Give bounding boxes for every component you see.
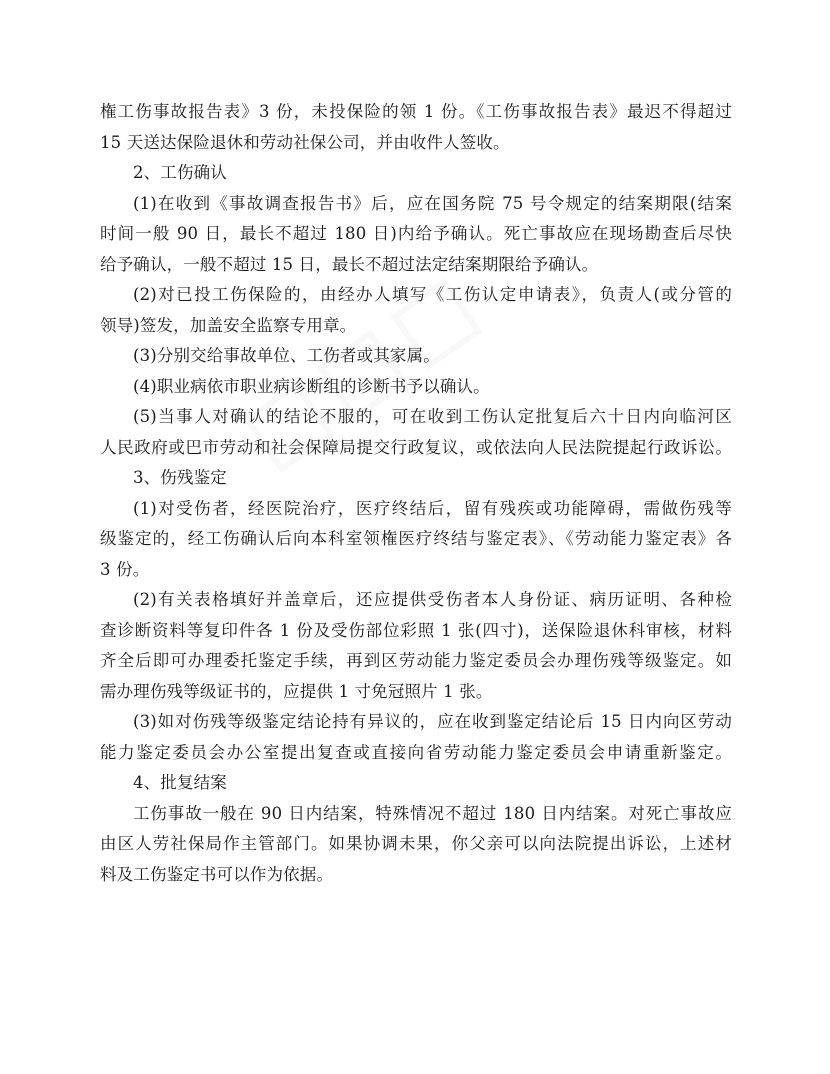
section-heading xyxy=(100,158,732,189)
paragraph xyxy=(100,799,732,891)
text-line: 3 份。 xyxy=(100,559,150,579)
text-line: (1)对受伤者，经医院治疗，医疗终结后，留有残疾或功能障碍，需做伤残等 xyxy=(133,498,732,518)
paragraph xyxy=(100,585,732,707)
paragraph xyxy=(100,707,732,768)
heading-text: 4、批复结案 xyxy=(133,773,227,792)
text-line: 查诊断资料等复印件各 1 份及受伤部位彩照 1 张(四寸)，送保险退休科审核，材料 xyxy=(100,620,732,640)
paragraph xyxy=(100,372,732,403)
text-line: 时间一般 90 日，最长不超过 180 日)内给予确认。死亡事故应在现场勘查后尽快 xyxy=(100,224,732,243)
text-line: 15 天送达保险退休和劳动社保公司，并由收件人签收。 xyxy=(100,132,510,152)
text-line: 料及工伤鉴定书可以作为依据。 xyxy=(100,864,334,884)
text-line: 给予确认，一般不超过 15 日，最长不超过法定结案期限给予确认。 xyxy=(100,254,599,274)
text-line: 由区人劳社保局作主管部门。如果协调未果，你父亲可以向法院提出诉讼，上述材 xyxy=(100,834,732,853)
text-line: (3)分别交给事故单位、工伤者或其家属。 xyxy=(133,346,440,365)
text-line: (3)如对伤残等级鉴定结论持有异议的，应在收到鉴定结论后 15 日内向区劳动 xyxy=(133,712,732,731)
text-line: (2)有关表格填好并盖章后，还应提供受伤者本人身份证、病历证明、各种检 xyxy=(133,590,732,609)
paragraph xyxy=(100,341,732,372)
paragraph xyxy=(100,189,732,281)
paragraph xyxy=(100,97,732,158)
text-line: (1)在收到《事故调查报告书》后，应在国务院 75 号令规定的结案期限(结案 xyxy=(133,193,732,213)
heading-text: 2、工伤确认 xyxy=(133,163,227,182)
text-line: 権工伤事故报告表》3 份，未投保险的领 1 份。《工伤事故报告表》最迟不得超过 xyxy=(100,102,732,121)
text-line: 级鉴定的，经工伤确认后向本科室领権医疗终结与鉴定表》、《劳动能力鉴定表》各 xyxy=(100,529,732,548)
text-line: 人民政府或巴市劳动和社会保障局提交行政复议，或依法向人民法院提起行政诉讼。 xyxy=(100,437,732,457)
paragraph xyxy=(100,494,732,586)
paragraph xyxy=(100,402,732,463)
section-heading xyxy=(100,768,732,799)
text-line: 领导)签发，加盖安全监察专用章。 xyxy=(100,315,357,335)
text-line: 需办理伤残等级证书的，应提供 1 寸免冠照片 1 张。 xyxy=(100,681,493,701)
paragraph xyxy=(100,280,732,341)
heading-text: 3、伤残鉴定 xyxy=(133,468,227,487)
text-line: (5)当事人对确认的结论不服的，可在收到工伤认定批复后六十日内向临河区 xyxy=(133,407,732,426)
text-line: 工伤事故一般在 90 日内结案，特殊情况不超过 180 日内结案。对死亡事故应 xyxy=(133,803,732,823)
section-heading xyxy=(100,463,732,494)
text-line: 齐全后即可办理委托鉴定手续，再到区劳动能力鉴定委员会办理伤残等级鉴定。如 xyxy=(100,651,732,670)
document-body xyxy=(100,97,732,890)
text-line: (2)对已投工伤保险的，由经办人填写《工伤认定申请表》，负责人(或分管的 xyxy=(133,285,732,304)
text-line: 能力鉴定委员会办公室提出复查或直接向省劳动能力鉴定委员会申请重新鉴定。 xyxy=(100,742,732,762)
text-line: (4)职业病依市职业病诊断组的诊断书予以确认。 xyxy=(133,376,490,396)
